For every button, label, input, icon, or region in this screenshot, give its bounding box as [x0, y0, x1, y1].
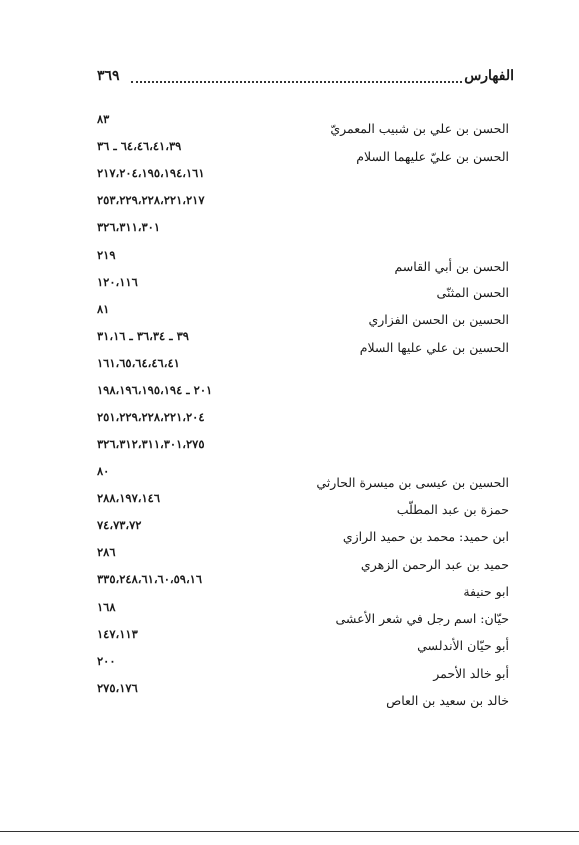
index-entry-pages: ١٦١،٦٥،٦٤،٤٦،٤١ — [97, 356, 180, 370]
index-entry-pages: ٢٥٣،٢٢٩،٢٢٨،٢٢١،٢١٧ — [97, 193, 205, 207]
index-entry-name: حميد بن عبد الرحمن الزهري — [360, 557, 509, 572]
index-entry-name: الحسين بن عيسى بن ميسرة الحارثي — [316, 475, 509, 490]
index-entry-name: أبو حيّان الأندلسي — [417, 638, 509, 653]
index-entry-name: حيّان: اسم رجل في شعر الأعشى — [335, 611, 509, 626]
index-entry-pages: ٧٤،٧٣،٧٢ — [97, 518, 142, 532]
index-entry-pages: ٦٤،٤٦،٤١،٣٩ ـ ٣٦ — [97, 139, 182, 153]
index-entry-pages: ٨٣ — [97, 112, 110, 126]
index-entry-pages: ٢٧٥،١٧٦ — [97, 681, 138, 695]
index-entry-pages: ٢٥١،٢٢٩،٢٢٨،٢٢١،٢٠٤ — [97, 410, 205, 424]
index-entry-pages: ٨٠ — [97, 464, 110, 478]
index-entry-name: الحسن المثنّى — [436, 285, 509, 300]
section-title: الفهارس — [464, 68, 514, 84]
index-entry-name: ابن حميد: محمد بن حميد الرازي — [342, 529, 509, 544]
index-entry-name: ابو حنيفة — [463, 584, 509, 599]
index-entry-pages: ٣٣٥،٢٤٨،٦١،٦٠،٥٩،١٦ — [97, 572, 203, 586]
index-entry-pages: ١٦٨ — [97, 600, 116, 614]
bottom-rule — [0, 831, 579, 832]
page-number: ٣٦٩ — [97, 68, 120, 84]
index-entry-pages: ٢٨٨،١٩٧،١٤٦ — [97, 491, 161, 505]
index-entry-name: الحسن بن عليّ عليهما السلام — [356, 149, 509, 164]
index-entry-pages: ٢٨٦ — [97, 545, 116, 559]
index-entry-pages: ٢١٧،٢٠٤،١٩٥،١٩٤،١٦١ — [97, 166, 205, 180]
index-entry-name: الحسين بن الحسن الفزاري — [368, 312, 509, 327]
index-entry-pages: ٣٢٦،٣١١،٣٠١ — [97, 220, 161, 234]
index-entry-name: أبو خالد الأحمر — [433, 666, 509, 681]
index-entry-pages: ٢١٩ — [97, 248, 116, 262]
index-entry-name: حمزة بن عبد المطلّب — [396, 502, 509, 517]
running-header — [97, 68, 514, 90]
index-entry-name: خالد بن سعيد بن العاص — [386, 693, 509, 708]
index-entry-pages: ٢٠٠ — [97, 654, 116, 668]
leader-dots — [131, 81, 462, 83]
index-entry-name: الحسن بن علي بن شبيب المعمريّ — [330, 121, 509, 136]
index-entry-pages: ٣٩ ـ ٣٦،٣٤ ـ ٣١،١٦ — [97, 329, 189, 343]
index-entry-pages: ٣٢٦،٣١٢،٣١١،٣٠١،٢٧٥ — [97, 437, 205, 451]
index-entry-name: الحسين بن علي عليها السلام — [359, 340, 509, 355]
index-entry-pages: ٢٠١ ـ ١٩٨،١٩٦،١٩٥،١٩٤ — [97, 383, 213, 397]
index-entry-pages: ٨١ — [97, 302, 110, 316]
index-entry-pages: ١٢٠،١١٦ — [97, 275, 138, 289]
index-entry-name: الحسن بن أبي القاسم — [394, 259, 509, 274]
index-entry-pages: ١٤٧،١١٣ — [97, 627, 138, 641]
